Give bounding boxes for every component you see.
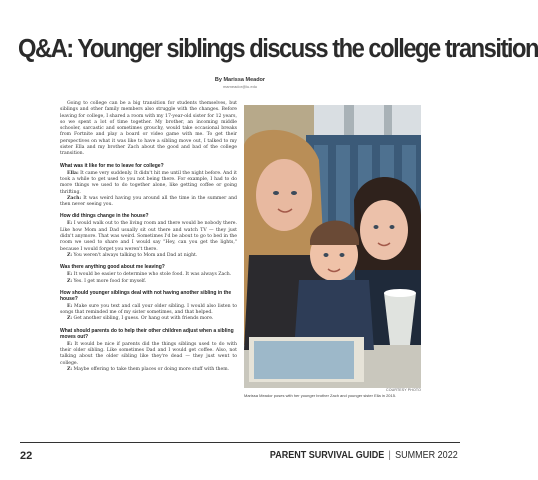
article-body — [60, 101, 237, 373]
question-heading: How did things change in the house? — [60, 213, 149, 220]
speaker-label: Z: — [67, 278, 73, 284]
speaker-label: E: — [67, 221, 73, 227]
answer-text: It would be easier to determine who stole food. It was always Zach. — [73, 272, 232, 278]
answer — [60, 304, 237, 317]
answer — [60, 196, 237, 209]
siblings-photo — [244, 105, 421, 388]
answer-text: Maybe offering to take them places or doing more stuff with them. — [73, 366, 230, 372]
answer-text: It would be nice if parents did the things siblings used to do with their older sibling. Like sometimes Dad and I would get coffee. Also, not talking about the older sibling like they're dead — they just went to college. — [60, 341, 237, 366]
answer — [60, 279, 237, 285]
answer-text: You weren't always talking to Mom and Dad at night. — [73, 252, 198, 258]
speaker-label: Ella: — [67, 170, 79, 176]
answer — [60, 367, 237, 373]
answer — [60, 171, 237, 196]
speaker-label: Zach: — [67, 195, 82, 201]
speaker-label: E: — [67, 341, 73, 347]
photo-caption: Marissa Meador poses with her younger brother Zach and younger sister Ella in 2015. — [244, 393, 397, 398]
byline-author: By Marissa Meador — [214, 77, 266, 83]
headline: Q&A: Younger siblings discuss the college transition — [18, 35, 538, 63]
answer-text: Make sure you text and call your older sibling. I would also listen to songs that reminded me of my sister sometimes, and that helped. — [60, 303, 237, 316]
footer-rule — [20, 442, 460, 443]
speaker-label: Z: — [67, 252, 73, 258]
publication-name: PARENT SURVIVAL GUIDE — [270, 450, 385, 461]
speaker-label: E: — [67, 272, 73, 278]
question-heading: What should parents do to help their other children adjust when a sibling moves out? — [60, 327, 234, 340]
article-intro: Going to college can be a big transition for students themselves, but siblings and other family members also struggle with the changes. Before leaving for college, I shared a room with my 17-year-old sister for 12 years, so we spent a lot of time together. My brother, an incoming middle schooler, sarcastic and sometimes grouchy, would take occasional breaks from Fortnite and play a board or video game with me. To get their perspectives on what it was like to have a sibling move out, I talked to my sister Ella and my brother Zach about the good and bad of the college transition. — [60, 101, 237, 157]
page-number: 22 — [20, 450, 33, 462]
answer-text: It came very suddenly. It didn't hit me until the night before. And it took a while to get used to you not being there. For example, I had to do more things we used to do together alone, like getting coffee or going thrifting. — [60, 170, 237, 195]
answer-text: Get another sibling, I guess. Or hang out with friends more. — [73, 316, 214, 322]
answer-text: I would walk out to the living room and there would be nobody there. Like how Mom and Dad usually sit out there and watch TV — they just didn't anymore. That was weird. Sometimes I'd be about to go to bed in the room we used to share and I would say "Hey, can you get the lights," because I would forget you weren't there. — [60, 221, 237, 252]
answer-text: It was weird having you around all the time in the summer and then never seeing you. — [60, 195, 237, 208]
byline-email: mameador@iu.edu — [222, 84, 258, 89]
speaker-label: Z: — [67, 366, 73, 372]
issue-label: SUMMER 2022 — [395, 450, 458, 461]
answer — [60, 253, 237, 259]
answer — [60, 221, 237, 252]
siblings-photo-illustration — [244, 105, 421, 388]
speaker-label: Z: — [67, 316, 73, 322]
question-heading: Was there anything good about me leaving? — [60, 264, 165, 271]
footer-separator: | — [388, 450, 392, 461]
speaker-label: E: — [67, 303, 73, 309]
photo-credit: COURTESY PHOTO — [386, 388, 421, 392]
question-heading: What was it like for me to leave for college? — [60, 162, 164, 169]
answer — [60, 316, 237, 322]
answer-text: Yes. I get more food for myself. — [73, 278, 147, 284]
question-heading: How should younger siblings deal with not having another sibling in the house? — [60, 289, 232, 302]
footer-publication — [270, 450, 458, 461]
answer — [60, 342, 237, 367]
